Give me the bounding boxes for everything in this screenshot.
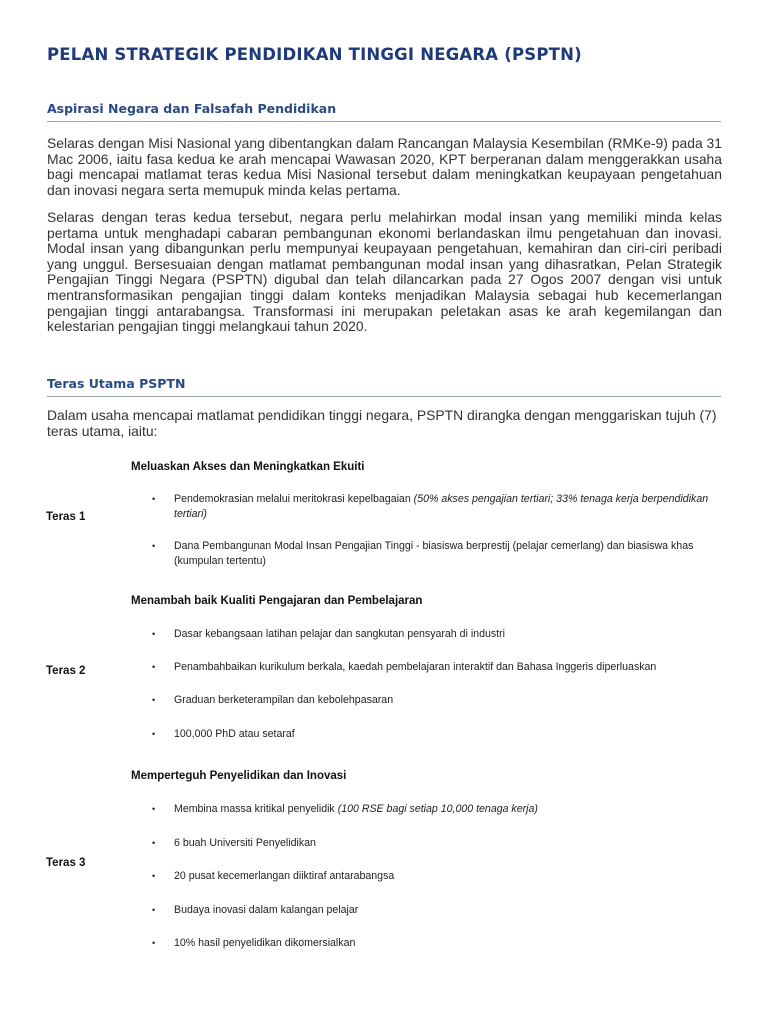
- paragraph-teras-intro: Dalam usaha mencapai matlamat pendidikan tinggi negara, PSPTN dirangka dengan menggariskan tujuh (7) teras utama, iaitu:: [47, 407, 717, 439]
- item-text: 20 pusat kecemerlangan diiktiraf antarabangsa: [174, 870, 395, 882]
- teras-2-item-4: [152, 727, 712, 742]
- item-text: Graduan berketerampilan dan kebolehpasaran: [174, 694, 394, 706]
- item-text: 10% hasil penyelidikan dikomersialkan: [174, 937, 356, 949]
- bullet-dot: •: [152, 804, 156, 814]
- paragraph-aspirasi-1: Selaras dengan Misi Nasional yang dibentangkan dalam Rancangan Malaysia Kesembilan (RMKe-9) pada 31 Mac 2006, iaitu fasa kedua ke arah mencapai Wawasan 2020, KPT berperanan dalam menggerakkan usaha bagi mencapai matlamat teras kedua Misi Nasional tersebut dalam meningkatkan keupayaan pengetahuan dan inovasi negara serta memupuk minda kelas pertama.: [47, 135, 722, 198]
- section-heading-aspirasi: Aspirasi Negara dan Falsafah Pendidikan: [47, 101, 721, 122]
- teras-1-heading: Meluaskan Akses dan Meningkatkan Ekuiti: [131, 461, 365, 473]
- item-note: (100 RSE bagi setiap 10,000 tenaga kerja): [337, 803, 538, 815]
- document-title: PELAN STRATEGIK PENDIDIKAN TINGGI NEGARA (PSPTN): [47, 45, 582, 64]
- item-note: (50% akses pengajian tertiari; 33% tenaga kerja berpendidikan tertiari): [174, 493, 709, 520]
- item-text: Membina massa kritikal penyelidik: [174, 803, 338, 815]
- bullet-dot: •: [152, 838, 156, 848]
- teras-3-item-2: [152, 836, 712, 851]
- teras-1-label: Teras 1: [46, 511, 86, 523]
- teras-2-item-3: [152, 693, 712, 708]
- item-text: Dana Pembangunan Modal Insan Pengajian Tinggi - biasiswa berprestij (pelajar cemerlang) dan biasiswa khas (kumpulan tertentu): [174, 540, 694, 567]
- teras-2-heading: Menambah baik Kualiti Pengajaran dan Pembelajaran: [131, 595, 423, 607]
- item-text: 100,000 PhD atau setaraf: [174, 728, 295, 740]
- bullet-dot: •: [152, 938, 156, 948]
- teras-1-item-2: [152, 539, 712, 569]
- item-text: Penambahbaikan kurikulum berkala, kaedah pembelajaran interaktif dan Bahasa Inggeris diperluaskan: [174, 661, 657, 673]
- teras-2-item-2: [152, 660, 712, 675]
- item-text: Dasar kebangsaan latihan pelajar dan sangkutan pensyarah di industri: [174, 628, 505, 640]
- teras-3-item-4: [152, 903, 712, 918]
- teras-2-item-1: [152, 627, 712, 642]
- teras-2-label: Teras 2: [46, 665, 86, 677]
- teras-3-label: Teras 3: [46, 857, 86, 869]
- teras-1-item-1: [152, 492, 712, 522]
- teras-3-item-5: [152, 936, 712, 951]
- teras-3-item-3: [152, 869, 712, 884]
- teras-3-heading: Memperteguh Penyelidikan dan Inovasi: [131, 770, 347, 782]
- bullet-dot: •: [152, 871, 156, 881]
- paragraph-aspirasi-2: Selaras dengan teras kedua tersebut, negara perlu melahirkan modal insan yang memiliki minda kelas pertama untuk menghadapi cabaran pembangunan ekonomi berlandaskan ilmu pengetahuan dan inovasi. Modal insan yang dibangunkan perlu mempunyai keupayaan pengetahuan, kemahiran dan ciri-ciri peribadi yang unggul. Bersesuaian dengan matlamat pembangunan modal insan yang dihasratkan, Pelan Strategik Pengajian Tinggi Negara (PSPTN) digubal dan telah dilancarkan pada 27 Ogos 2007 dengan visi untuk mentransformasikan pengajian tinggi dalam konteks menjadikan Malaysia sebagai hub kecemerlangan pengajian tinggi antarabangsa. Transformasi ini merupakan peletakan asas ke arah kegemilangan dan kelestarian pengajian tinggi melangkaui tahun 2020.: [47, 209, 722, 335]
- bullet-dot: •: [152, 494, 156, 504]
- item-text: Pendemokrasian melalui meritokrasi kepelbagaian: [174, 493, 414, 505]
- bullet-dot: •: [152, 541, 156, 551]
- item-text: 6 buah Universiti Penyelidikan: [174, 837, 316, 849]
- bullet-dot: •: [152, 905, 156, 915]
- bullet-dot: •: [152, 729, 156, 739]
- bullet-dot: •: [152, 695, 156, 705]
- item-text: Budaya inovasi dalam kalangan pelajar: [174, 904, 359, 916]
- teras-3-item-1: [152, 802, 712, 817]
- bullet-dot: •: [152, 629, 156, 639]
- section-heading-teras: Teras Utama PSPTN: [47, 376, 721, 397]
- bullet-dot: •: [152, 662, 156, 672]
